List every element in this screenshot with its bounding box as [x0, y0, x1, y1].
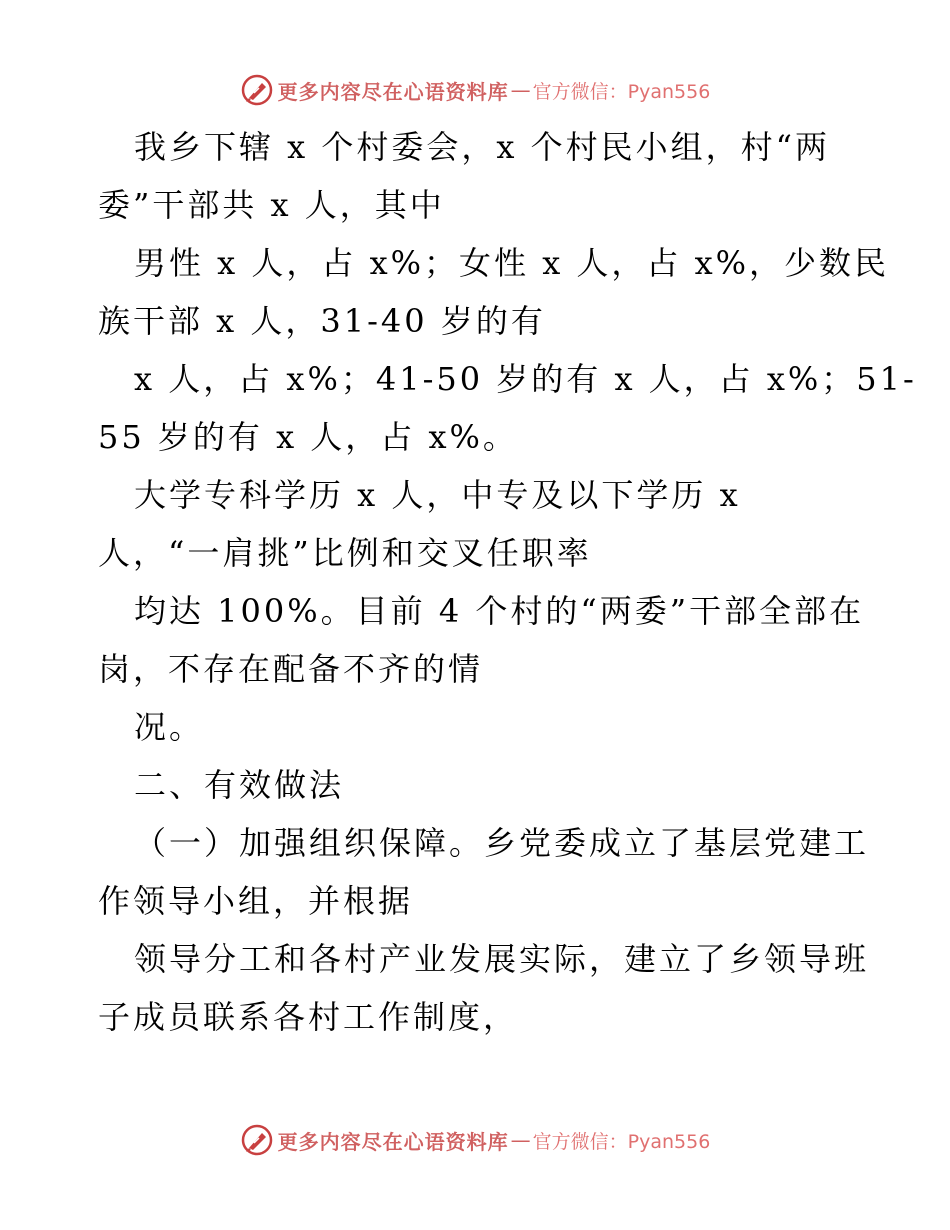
- body-line: （一）加强组织保障。乡党委成立了基层党建工: [134, 824, 870, 862]
- banner-dash: —: [510, 78, 531, 102]
- pen-nib-logo-icon: [240, 1123, 274, 1157]
- body-line: 作领导小组，并根据: [98, 882, 414, 920]
- document-body: [98, 118, 917, 1046]
- body-line: 大学专科学历 x 人，中专及以下学历 x: [134, 476, 741, 514]
- banner-dash: —: [510, 1128, 531, 1152]
- body-line: x 人，占 x%；41-50 岁的有 x 人，占 x%；51-: [134, 360, 917, 398]
- header-banner: [0, 70, 950, 110]
- banner-text: 更多内容尽在心语资料库: [277, 79, 509, 104]
- section-heading: 二、有效做法: [134, 766, 345, 804]
- body-line: 族干部 x 人，31-40 岁的有: [98, 302, 546, 340]
- body-line: 领导分工和各村产业发展实际，建立了乡领导班: [134, 940, 870, 978]
- body-line: 55 岁的有 x 人，占 x%。: [98, 418, 518, 456]
- banner-wechat: 官方微信：Pyan556: [532, 1130, 711, 1153]
- footer-banner: [0, 1120, 950, 1160]
- banner-text: 更多内容尽在心语资料库: [277, 1129, 509, 1154]
- banner-wechat: 官方微信：Pyan556: [532, 80, 711, 103]
- body-line: 我乡下辖 x 个村委会，x 个村民小组，村“两: [134, 128, 830, 166]
- pen-nib-logo-icon: [240, 73, 274, 107]
- body-line: 岗，不存在配备不齐的情: [98, 650, 484, 688]
- body-line: 男性 x 人，占 x%；女性 x 人，占 x%，少数民: [134, 244, 890, 282]
- body-line: 委”干部共 x 人，其中: [98, 186, 445, 224]
- body-line: 人，“一肩挑”比例和交叉任职率: [98, 534, 592, 572]
- body-line: 况。: [134, 708, 205, 746]
- body-line: 子成员联系各村工作制度，: [98, 998, 519, 1036]
- body-line: 均达 100%。目前 4 个村的“两委”干部全部在: [134, 592, 865, 630]
